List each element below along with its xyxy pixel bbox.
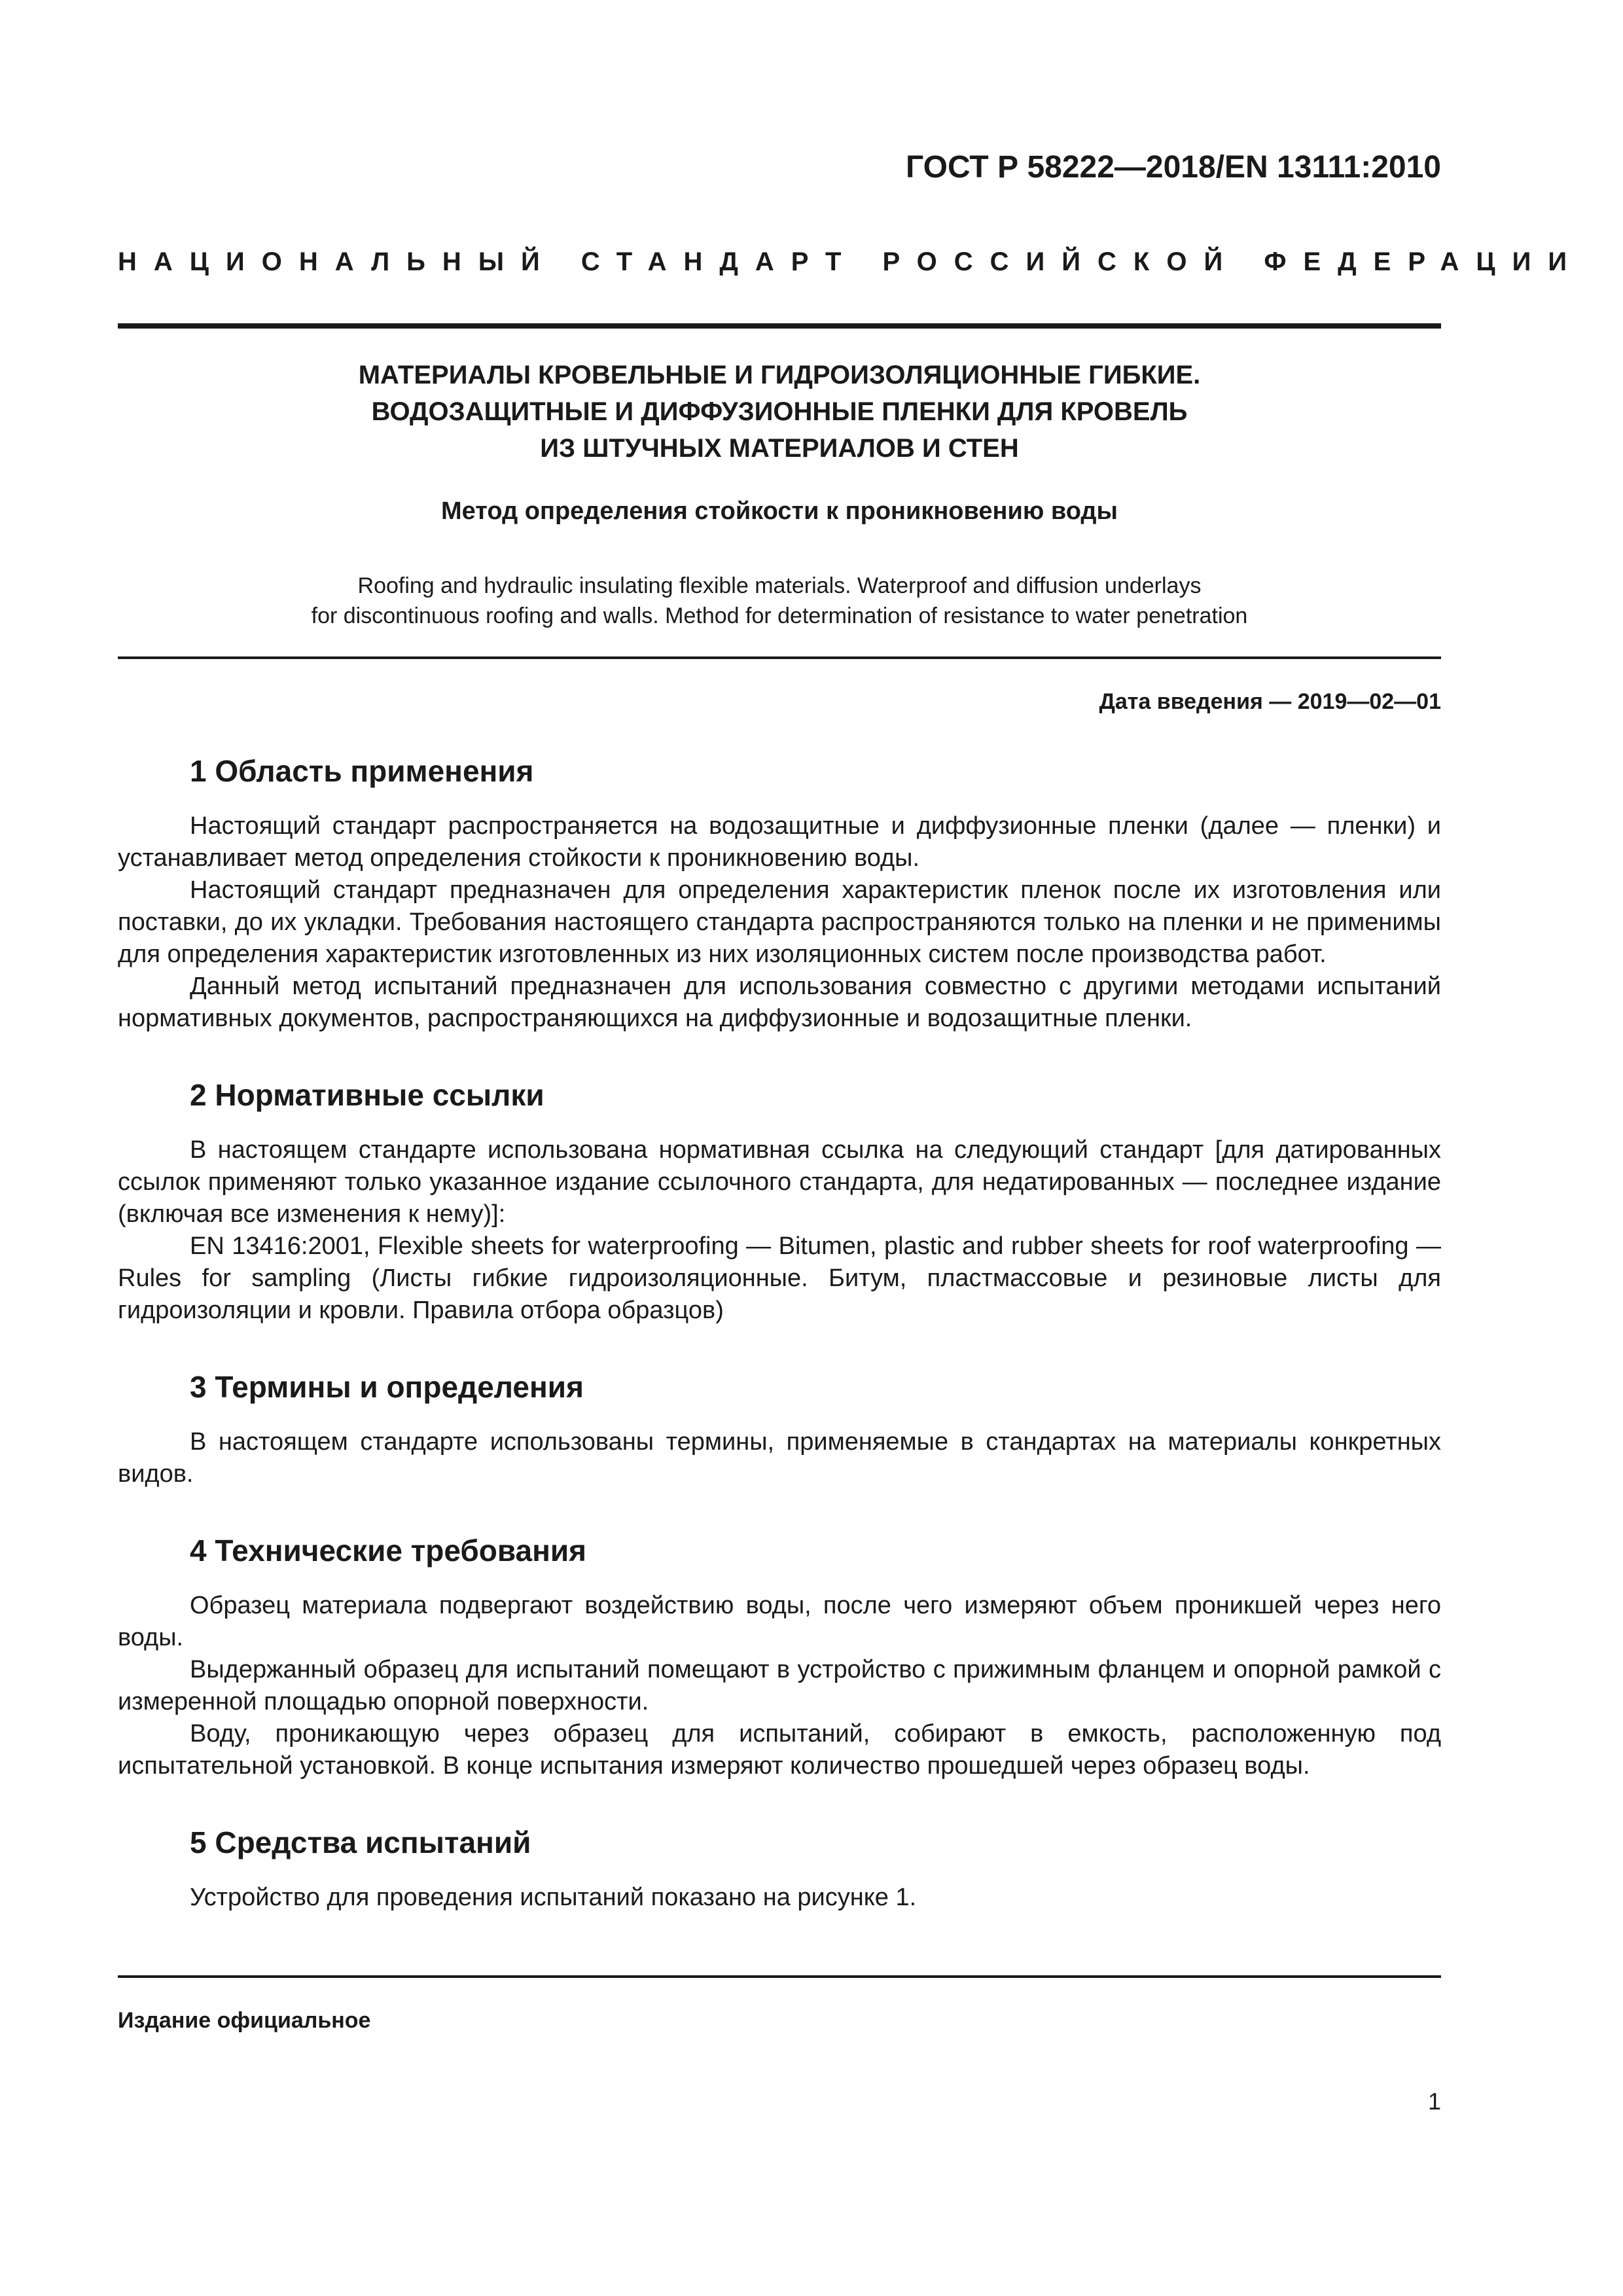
paragraph: Воду, проникающую через образец для испытаний, собирают в емкость, расположенную под испытательной установкой. В конце испытания измеряют количество прошедшей через образец воды. [118,1720,1441,1780]
paragraph: В настоящем стандарте использована нормативная ссылка на следующий стандарт [для датированных ссылок применяют только указанное издание ссылочного стандарта, для недатированных — последнее издание (включая все изменения к нему)]: [118,1136,1441,1228]
document-title [118,357,1441,467]
header-divider [118,323,1441,329]
english-title [118,571,1441,631]
footer-divider [118,1975,1441,1978]
national-standard-banner: НАЦИОНАЛЬНЫЙ СТАНДАРТ РОССИЙСКОЙ ФЕДЕРАЦИИ [118,247,1584,276]
section-heading: 1 Область применения [190,754,534,788]
paragraph: В настоящем стандарте использованы термины, применяемые в стандартах на материалы конкретных видов. [118,1428,1441,1488]
section-heading: 4 Технические требования [190,1534,586,1568]
paragraph: Настоящий стандарт предназначен для определения характеристик пленок после их изготовления или поставки, до их укладки. Требования настоящего стандарта распространяются только на пленки и не применимы для определения характеристик изготовленных из них изоляционных систем после производства работ. [118,876,1441,968]
document-body [118,751,1441,1954]
paragraph: Образец материала подвергают воздействию воды, после чего измеряют объем проникшей через него воды. [118,1592,1441,1651]
title-divider [118,656,1441,659]
paragraph: Данный метод испытаний предназначен для использования совместно с другими методами испытаний нормативных документов, распространяющихся на диффузионные и водозащитные пленки. [118,973,1441,1032]
english-title-line-1: Roofing and hydraulic insulating flexible materials. Waterproof and diffusion underlays [357,573,1202,598]
introduction-date: Дата введения — 2019—02—01 [1099,689,1441,714]
section-scope [118,751,1441,1035]
title-line-3: ИЗ ШТУЧНЫХ МАТЕРИАЛОВ И СТЕН [540,434,1019,463]
section-test-equipment [118,1823,1441,1914]
paragraph: Устройство для проведения испытаний показано на рисунке 1. [190,1884,917,1911]
section-terms [118,1367,1441,1490]
paragraph: Выдержанный образец для испытаний помещают в устройство с прижимным фланцем и опорной рамкой с измеренной площадью опорной поверхности. [118,1656,1441,1715]
edition-label: Издание официальное [118,2008,371,2033]
document-subtitle: Метод определения стойкости к проникновению воды [441,497,1118,525]
standard-number: ГОСТ Р 58222—2018/EN 13111:2010 [906,150,1441,185]
section-heading: 3 Термины и определения [190,1370,584,1404]
english-title-line-2: for discontinuous roofing and walls. Method for determination of resistance to water penetration [311,603,1248,628]
page-number: 1 [1427,2088,1441,2115]
section-heading: 2 Нормативные ссылки [190,1078,544,1112]
paragraph: EN 13416:2001, Flexible sheets for waterproofing — Bitumen, plastic and rubber sheets for roof waterproofing — Rules for sampling (Листы гибкие гидроизоляционные. Битум, пластмассовые и резиновые листы для гидроизоляции и кровли. Правила отбора образцов) [118,1232,1441,1324]
title-line-1: МАТЕРИАЛЫ КРОВЕЛЬНЫЕ И ГИДРОИЗОЛЯЦИОННЫЕ ГИБКИЕ. [358,361,1201,389]
title-line-2: ВОДОЗАЩИТНЫЕ И ДИФФУЗИОННЫЕ ПЛЕНКИ ДЛЯ КРОВЕЛЬ [371,397,1188,426]
section-normative-references [118,1075,1441,1327]
section-heading: 5 Средства испытаний [190,1825,531,1859]
section-technical-requirements [118,1531,1441,1782]
paragraph: Настоящий стандарт распространяется на водозащитные и диффузионные пленки (далее — пленки) и устанавливает метод определения стойкости к проникновению воды. [118,812,1441,872]
